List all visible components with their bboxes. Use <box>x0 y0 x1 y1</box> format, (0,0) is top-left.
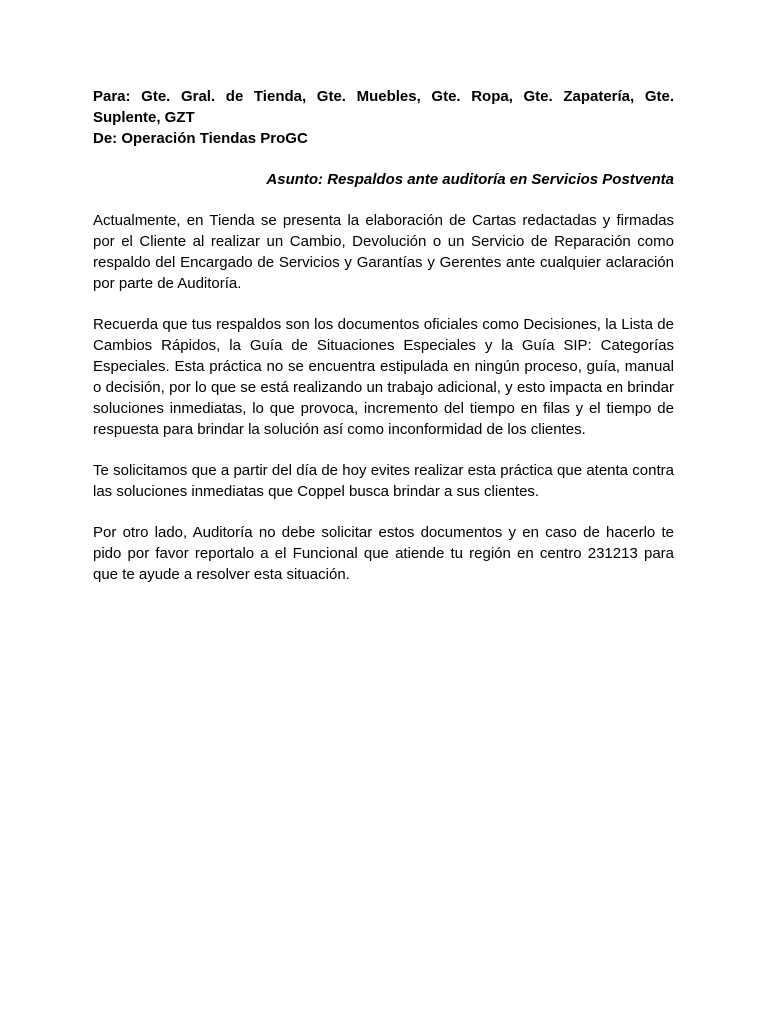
memo-paragraph-1: Actualmente, en Tienda se presenta la elaboración de Cartas redactadas y firmadas por el Cliente al realizar un Cambio, Devolución o un Servicio de Reparación como respaldo del Encargado de Servicios y Garantías y Gerentes ante cualquier aclaración por parte de Auditoría. <box>93 212 674 292</box>
memo-sender: De: Operación Tiendas ProGC <box>93 130 308 147</box>
memo-paragraph-3: Te solicitamos que a partir del día de hoy evites realizar esta práctica que atenta contra las soluciones inmediatas que Coppel busca brindar a sus clientes. <box>93 462 674 500</box>
memo-paragraph-4: Por otro lado, Auditoría no debe solicitar estos documentos y en caso de hacerlo te pido por favor reportalo a el Funcional que atiende tu región en centro 231213 para que te ayude a resolver esta situación. <box>93 524 674 583</box>
memo-recipients: Para: Gte. Gral. de Tienda, Gte. Muebles, Gte. Ropa, Gte. Zapatería, Gte. Suplente, GZT <box>93 88 674 126</box>
memo-subject: Asunto: Respaldos ante auditoría en Servicios Postventa <box>266 171 674 188</box>
memo-document <box>93 86 674 585</box>
memo-paragraph-2: Recuerda que tus respaldos son los documentos oficiales como Decisiones, la Lista de Cambios Rápidos, la Guía de Situaciones Especiales y la Guía SIP: Categorías Especiales. Esta práctica no se encuentra estipulada en ningún proceso, guía, manual o decisión, por lo que se está realizando un trabajo adicional, y esto impacta en brindar soluciones inmediatas, lo que provoca, incremento del tiempo en filas y el tiempo de respuesta para brindar la solución así como inconformidad de los clientes. <box>93 316 674 438</box>
